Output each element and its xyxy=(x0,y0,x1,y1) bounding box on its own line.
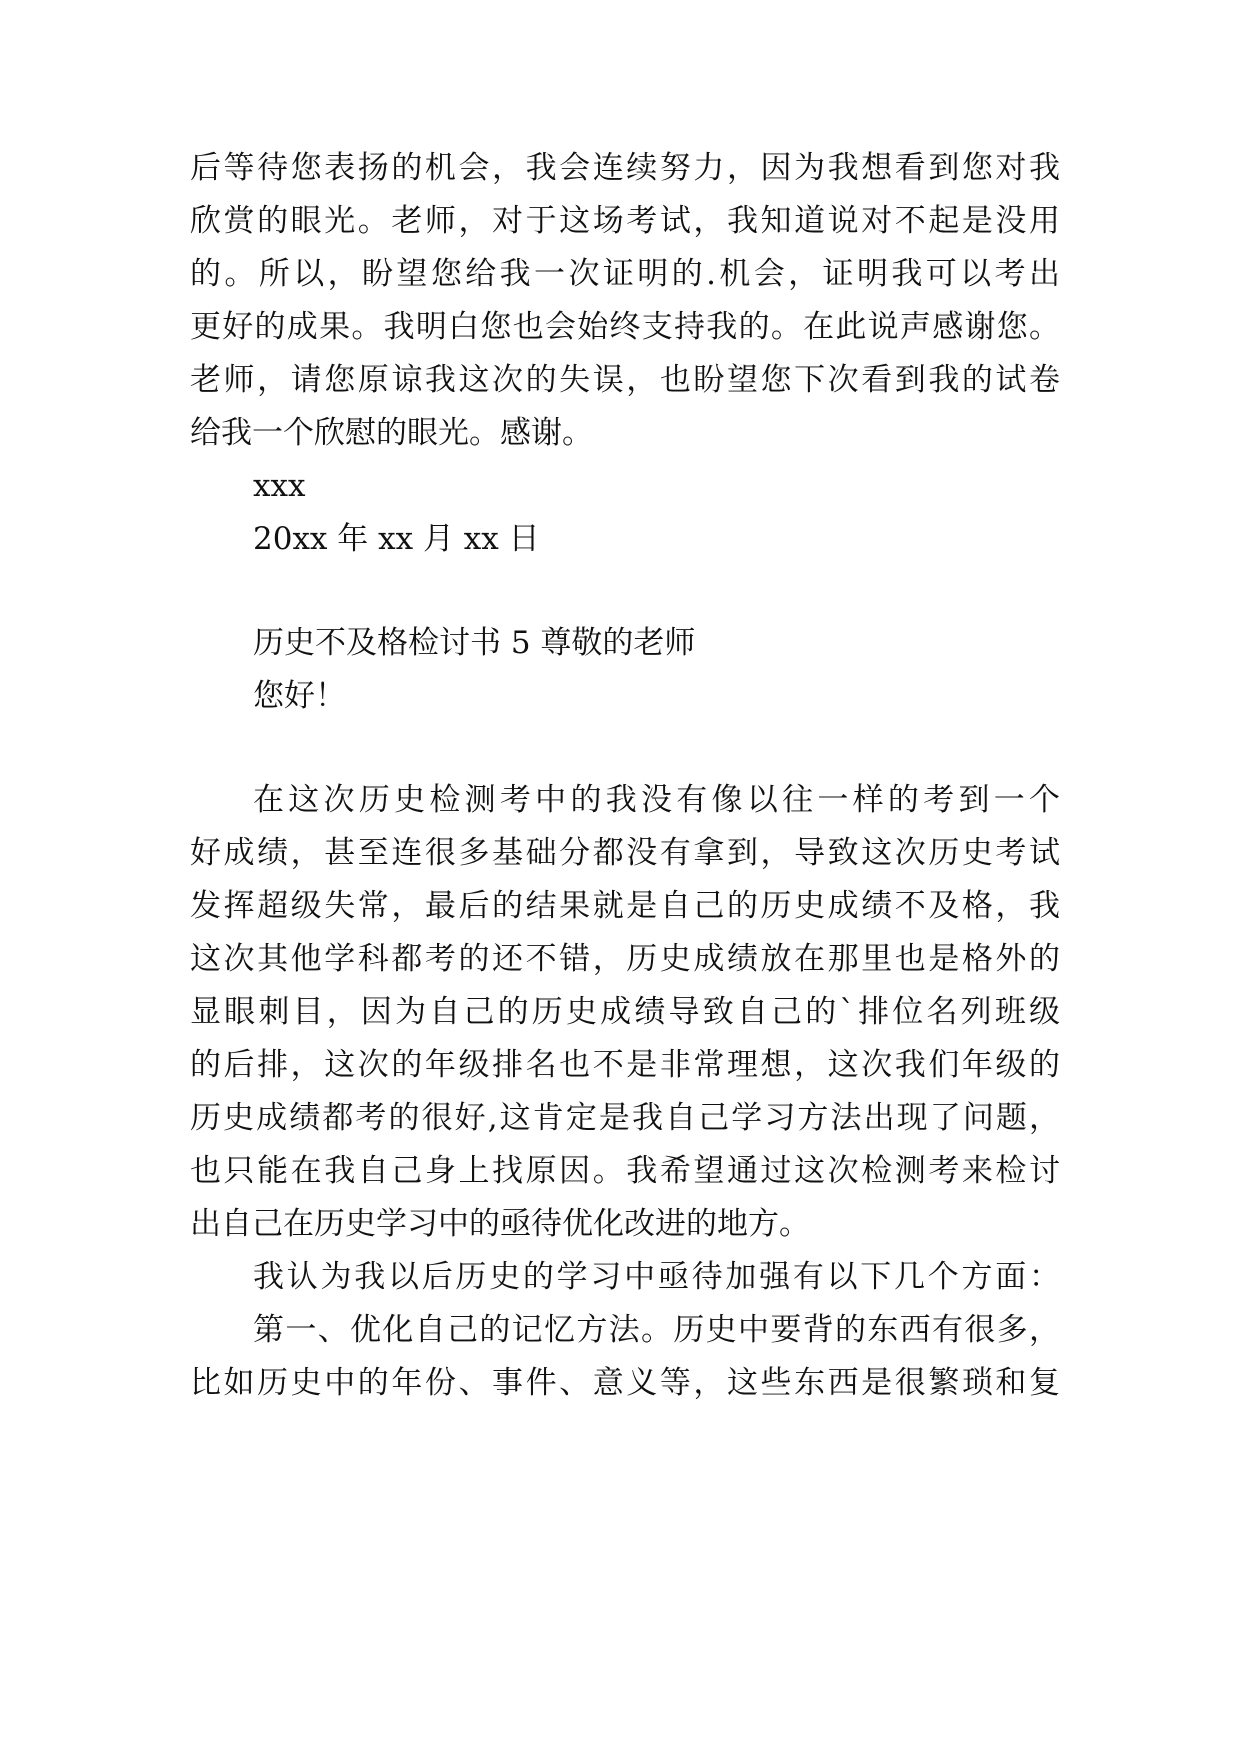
body-text-line: 的。所以，盼望您给我一次证明的.机会，证明我可以考出 xyxy=(190,256,1060,292)
body-text-line: 第一、优化自己的记忆方法。历史中要背的东西有很多， xyxy=(253,1312,1060,1348)
body-text-line: 发挥超级失常，最后的结果就是自己的历史成绩不及格，我 xyxy=(190,888,1060,924)
section-heading: 历史不及格检讨书 5 尊敬的老师 xyxy=(253,625,696,661)
signature-name: xxx xyxy=(253,468,306,504)
body-text-line: 出自己在历史学习中的亟待优化改进的地方。 xyxy=(190,1206,810,1242)
body-text-line: 也只能在我自己身上找原因。我希望通过这次检测考来检讨 xyxy=(190,1153,1060,1189)
body-text-line: 给我一个欣慰的眼光。感谢。 xyxy=(190,415,593,451)
body-text-line: 历史成绩都考的很好,这肯定是我自己学习方法出现了问题， xyxy=(190,1100,1060,1136)
body-text-line: 老师，请您原谅我这次的失误，也盼望您下次看到我的试卷 xyxy=(190,362,1060,398)
body-text-line: 显眼刺目，因为自己的历史成绩导致自己的`排位名列班级 xyxy=(190,994,1060,1030)
body-text-line: 比如历史中的年份、事件、意义等，这些东西是很繁琐和复 xyxy=(190,1365,1060,1401)
body-text-line: 我认为我以后历史的学习中亟待加强有以下几个方面： xyxy=(253,1259,1060,1295)
body-text-line: 这次其他学科都考的还不错，历史成绩放在那里也是格外的 xyxy=(190,941,1060,977)
body-text-line: 欣赏的眼光。老师，对于这场考试，我知道说对不起是没用 xyxy=(190,203,1060,239)
body-text-line: 后等待您表扬的机会，我会连续努力，因为我想看到您对我 xyxy=(190,150,1060,186)
body-text-line: 的后排，这次的年级排名也不是非常理想，这次我们年级的 xyxy=(190,1047,1060,1083)
body-text-line: 更好的成果。我明白您也会始终支持我的。在此说声感谢您。 xyxy=(190,309,1060,345)
body-text-line: 好成绩，甚至连很多基础分都没有拿到，导致这次历史考试 xyxy=(190,835,1060,871)
signature-date: 20xx 年 xx 月 xx 日 xyxy=(253,521,540,557)
greeting: 您好！ xyxy=(253,678,346,714)
body-text-line: 在这次历史检测考中的我没有像以往一样的考到一个 xyxy=(253,782,1060,818)
